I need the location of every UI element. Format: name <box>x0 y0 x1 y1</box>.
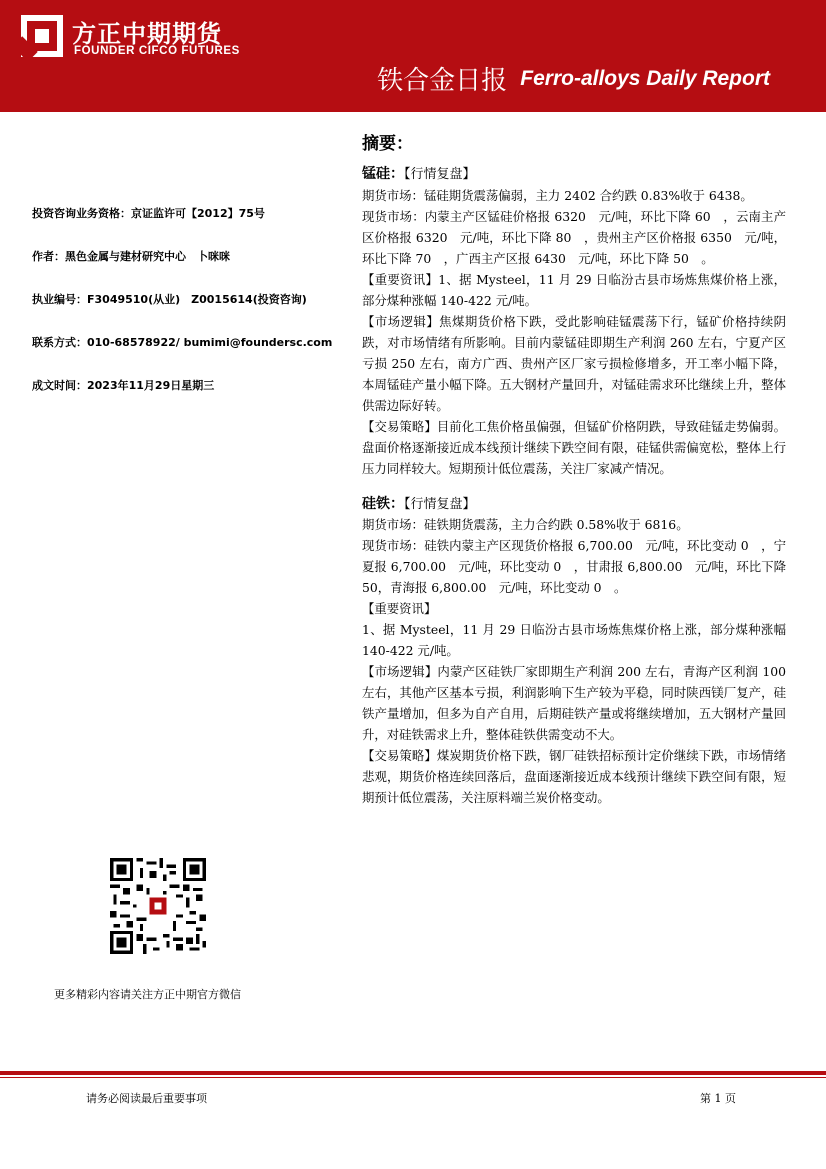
contact-line: 联系方式：010-68578922/ bumimi@foundersc.com <box>32 336 333 349</box>
si-section-heading <box>362 495 786 515</box>
si-section-name: 硅铁： <box>362 495 404 512</box>
mn-section-heading <box>362 165 786 185</box>
wechat-qr-code-icon <box>110 858 206 954</box>
mn-paragraph: 期货市场：锰硅期货震荡偏弱，主力 2402 合约跌 0.83%收于 6438。 <box>362 187 753 203</box>
date-line: 成文时间：2023年11月29日星期三 <box>32 379 215 392</box>
mn-section-name: 锰硅： <box>362 166 404 182</box>
license-line: 执业编号：F3049510(从业) Z0015614(投资咨询) <box>32 293 307 306</box>
page-number: 第 1 页 <box>700 1092 736 1105</box>
si-paragraph: 现货市场：硅铁内蒙主产区现货价格报 6,700.00 元/吨，环比变动 0 ，宁夏报 6,700.00 元/吨，环比变动 0 ，甘肃报 6,800.00 元/吨，环比下降 50，青海报 6,800.00 元/吨，环比变动 0 。 <box>362 538 786 595</box>
mn-paragraph: 【市场逻辑】焦煤期货价格下跌，受此影响硅锰震荡下行，锰矿价格持续阴跌，对市场情绪有所影响。目前内蒙锰硅即期生产利润 260 左右，宁夏产区亏损 250 左右，南方广西、贵州产区厂家亏损检修增多，开工率小幅下降，本周锰硅产量小幅下降。五大钢材产量回升，对锰硅需求环比继续上升，整体供需边际好转。 <box>362 313 786 413</box>
si-paragraph: 【交易策略】煤炭期货价格下跌，钢厂硅铁招标预计定价继续下跌，市场情绪悲观，期货价格连续回落后，盘面逐渐接近成本线预计继续下跌空间有限，短期预计低位震荡，关注原料端兰炭价格变动。 <box>362 748 786 805</box>
logo-chinese-name: 方正中期期货 <box>72 20 222 48</box>
logo-english-name: FOUNDER CIFCO FUTURES <box>74 45 240 57</box>
footer-notice: 请务必阅读最后重要事项 <box>86 1092 207 1105</box>
footer-divider <box>0 1071 826 1075</box>
si-paragraph: 【重要资讯】 <box>362 601 437 616</box>
si-paragraph: 1、据 Mysteel，11 月 29 日临汾古县市场炼焦煤价格上涨，部分煤种涨幅 140-422 元/吨。 <box>362 622 786 658</box>
qr-caption: 更多精彩内容请关注方正中期官方微信 <box>54 988 241 1001</box>
mn-section-tag: 【行情复盘】 <box>404 167 476 182</box>
report-title-cn: 铁合金日报 <box>377 66 508 96</box>
mn-paragraph: 现货市场：内蒙主产区锰硅价格报 6320 元/吨，环比下降 60 ，云南主产区价格报 6320 元/吨，环比下降 80 ，贵州主产区价格报 6350 元/吨，环比下降 70 ，广西主产区报 6430 元/吨，环比下降 50 。 <box>362 208 786 266</box>
si-paragraph: 期货市场：硅铁期货震荡，主力合约跌 0.58%收于 6816。 <box>362 517 689 532</box>
abstract-title: 摘要： <box>362 134 413 154</box>
author-line: 作者：黑色金属与建材研究中心 卜咪咪 <box>32 250 230 263</box>
report-title <box>377 60 770 97</box>
abstract-section <box>362 133 786 808</box>
qualification-line: 投资咨询业务资格：京证监许可【2012】75号 <box>32 207 265 220</box>
company-logo <box>20 14 250 66</box>
si-section-tag: 【行情复盘】 <box>404 496 476 512</box>
mn-paragraph: 【重要资讯】1、据 Mysteel，11 月 29 日临汾古县市场炼焦煤价格上涨，部分煤种涨幅 140-422 元/吨。 <box>362 271 786 308</box>
report-header-banner <box>0 0 826 112</box>
mn-paragraph: 【交易策略】目前化工焦价格虽偏强，但锰矿价格阴跌，导致硅锰走势偏弱。盘面价格逐渐接近成本线预计继续下跌空间有限，硅锰供需偏宽松，整体上行压力同样较大。短期预计低位震荡，关注厂家减产情况。 <box>362 418 786 476</box>
footer-divider <box>0 1077 826 1078</box>
report-title-en: Ferro-alloys Daily Report <box>520 66 770 90</box>
founder-logo-icon <box>20 14 64 58</box>
si-paragraph: 【市场逻辑】内蒙产区硅铁厂家即期生产利润 200 左右，青海产区利润 100 左右，其他产区基本亏损，利润影响下生产较为平稳，同时陕西镁厂复产，硅铁产量增加，但多为自产自用，后期硅铁产量或将继续增加，五大钢材产量回升，对硅铁需求上升，整体硅铁供需变动不大。 <box>362 664 786 742</box>
